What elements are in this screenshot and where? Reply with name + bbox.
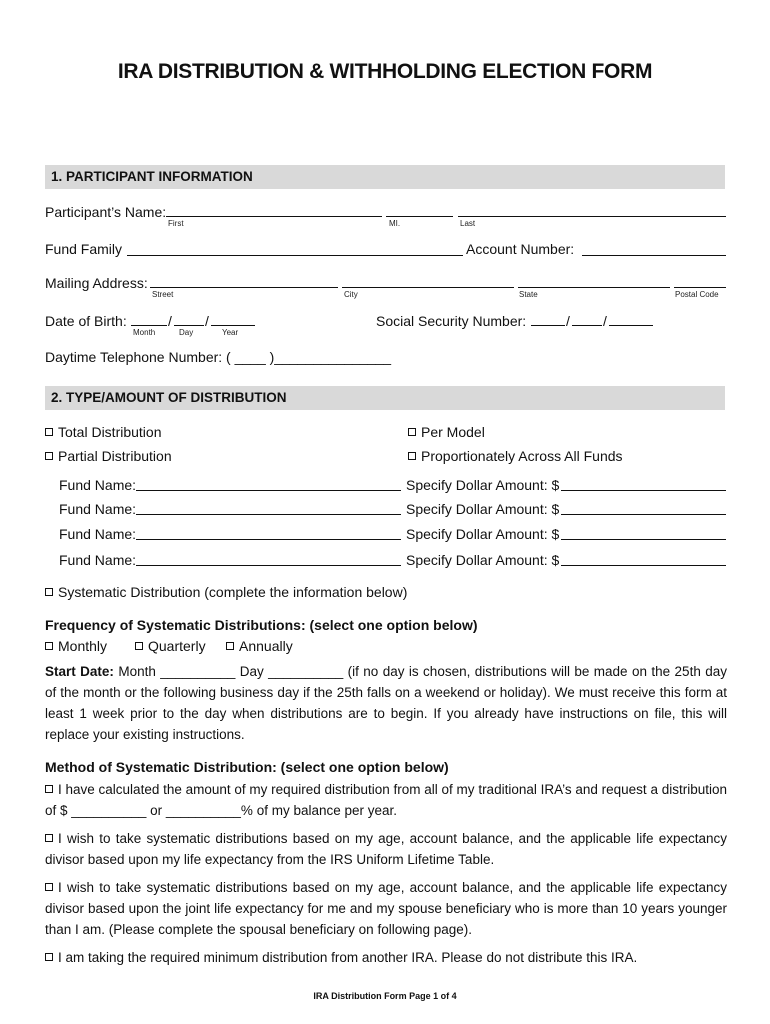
ssn-part3-field[interactable] bbox=[609, 325, 653, 326]
street-sublabel: Street bbox=[152, 290, 174, 299]
dob-year-sublabel: Year bbox=[222, 328, 239, 337]
start-date-paragraph bbox=[45, 661, 727, 745]
checkbox-icon[interactable] bbox=[408, 452, 416, 460]
phone-label[interactable]: Daytime Telephone Number: ( ____ )_______________ bbox=[45, 349, 392, 365]
fund-name-field-2[interactable] bbox=[136, 514, 401, 515]
dob-slash-2: / bbox=[205, 313, 209, 329]
dob-day-field[interactable] bbox=[174, 325, 204, 326]
ssn-label: Social Security Number: bbox=[376, 313, 527, 329]
dob-slash-1: / bbox=[168, 313, 172, 329]
checkbox-icon[interactable] bbox=[226, 642, 234, 650]
last-name-field[interactable] bbox=[458, 216, 726, 217]
checkbox-icon[interactable] bbox=[45, 883, 53, 891]
start-date-text: Month __________ Day __________ (if no day is chosen, distributions will be made on the 25th day of the month or the following business day if the 25th falls on a weekend or holiday). We must receive this form at least 1 week prior to the day when distributions are to begin. If you already have instructions on file, this will replace your existing instructions. bbox=[45, 664, 727, 742]
fund-name-label-2: Fund Name: bbox=[59, 501, 137, 517]
freq-quarterly-option[interactable]: Quarterly bbox=[135, 638, 206, 654]
method-option-2[interactable]: I wish to take systematic distributions based on my age, account balance, and the applicable life expectancy divisor based upon my life expectancy from the IRS Uniform Lifetime Table. bbox=[45, 831, 727, 867]
systematic-distribution-option[interactable]: Systematic Distribution (complete the information below) bbox=[45, 584, 407, 600]
checkbox-icon[interactable] bbox=[45, 452, 53, 460]
fund-family-field[interactable] bbox=[127, 255, 463, 256]
freq-annually-option[interactable]: Annually bbox=[226, 638, 293, 654]
freq-monthly-option[interactable]: Monthly bbox=[45, 638, 107, 654]
page-footer: IRA Distribution Form Page 1 of 4 bbox=[313, 991, 457, 1001]
middle-initial-field[interactable] bbox=[386, 216, 453, 217]
frequency-heading: Frequency of Systematic Distributions: (select one option below) bbox=[45, 617, 478, 633]
fund-name-field-3[interactable] bbox=[136, 539, 401, 540]
city-field[interactable] bbox=[342, 287, 514, 288]
section-1-header bbox=[45, 165, 725, 189]
last-sublabel: Last bbox=[460, 219, 476, 228]
checkbox-icon[interactable] bbox=[45, 953, 53, 961]
participant-name-label: Participant’s Name: bbox=[45, 204, 167, 220]
dob-label: Date of Birth: bbox=[45, 313, 127, 329]
state-sublabel: State bbox=[519, 290, 538, 299]
postal-code-sublabel: Postal Code bbox=[675, 290, 719, 299]
street-field[interactable] bbox=[150, 287, 338, 288]
amount-field-4[interactable] bbox=[561, 565, 726, 566]
proportionately-option[interactable]: Proportionately Across All Funds bbox=[408, 448, 623, 464]
account-number-field[interactable] bbox=[582, 255, 726, 256]
partial-distribution-option[interactable]: Partial Distribution bbox=[45, 448, 172, 464]
per-model-option[interactable]: Per Model bbox=[408, 424, 485, 440]
dob-year-field[interactable] bbox=[211, 325, 255, 326]
dob-day-sublabel: Day bbox=[179, 328, 194, 337]
amount-field-2[interactable] bbox=[561, 514, 726, 515]
fund-name-label-4: Fund Name: bbox=[59, 552, 137, 568]
ssn-slash-1: / bbox=[566, 313, 570, 329]
method-option-3[interactable]: I wish to take systematic distributions based on my age, account balance, and the applicable life expectancy divisor based upon the joint life expectancy for me and my spouse beneficiary who is more than 10 years younger than I am. (Please complete the spousal beneficiary on following page). bbox=[45, 880, 727, 937]
ssn-part1-field[interactable] bbox=[531, 325, 565, 326]
fund-name-label-1: Fund Name: bbox=[59, 477, 137, 493]
ssn-part2-field[interactable] bbox=[572, 325, 602, 326]
section-1-heading: 1. PARTICIPANT INFORMATION bbox=[51, 169, 253, 184]
checkbox-icon[interactable] bbox=[135, 642, 143, 650]
checkbox-icon[interactable] bbox=[45, 428, 53, 436]
total-distribution-option[interactable]: Total Distribution bbox=[45, 424, 162, 440]
dob-month-sublabel: Month bbox=[133, 328, 156, 337]
checkbox-icon[interactable] bbox=[408, 428, 416, 436]
specify-amount-label-2: Specify Dollar Amount: $ bbox=[406, 501, 560, 517]
mi-sublabel: MI. bbox=[389, 219, 401, 228]
method-option-4[interactable]: I am taking the required minimum distribution from another IRA. Please do not distribute this IRA. bbox=[45, 947, 727, 968]
postal-code-field[interactable] bbox=[674, 287, 726, 288]
specify-amount-label-4: Specify Dollar Amount: $ bbox=[406, 552, 560, 568]
method-heading: Method of Systematic Distribution: (select one option below) bbox=[45, 759, 449, 775]
fund-name-field-1[interactable] bbox=[136, 490, 401, 491]
account-number-label: Account Number: bbox=[466, 241, 575, 257]
city-sublabel: City bbox=[344, 290, 358, 299]
dob-month-field[interactable] bbox=[131, 325, 167, 326]
amount-field-3[interactable] bbox=[561, 539, 726, 540]
fund-name-field-4[interactable] bbox=[136, 565, 401, 566]
section-2-heading: 2. TYPE/AMOUNT OF DISTRIBUTION bbox=[51, 390, 287, 405]
mailing-address-label: Mailing Address: bbox=[45, 275, 148, 291]
checkbox-icon[interactable] bbox=[45, 785, 53, 793]
fund-family-label: Fund Family bbox=[45, 241, 123, 257]
form-title: IRA DISTRIBUTION & WITHHOLDING ELECTION FORM bbox=[117, 60, 653, 83]
specify-amount-label-3: Specify Dollar Amount: $ bbox=[406, 526, 560, 542]
amount-field-1[interactable] bbox=[561, 490, 726, 491]
fund-name-label-3: Fund Name: bbox=[59, 526, 137, 542]
ssn-slash-2: / bbox=[603, 313, 607, 329]
checkbox-icon[interactable] bbox=[45, 834, 53, 842]
first-name-field[interactable] bbox=[166, 216, 382, 217]
state-field[interactable] bbox=[518, 287, 670, 288]
section-2-header bbox=[45, 386, 725, 410]
start-date-label: Start Date: bbox=[45, 664, 114, 679]
specify-amount-label-1: Specify Dollar Amount: $ bbox=[406, 477, 560, 493]
checkbox-icon[interactable] bbox=[45, 588, 53, 596]
checkbox-icon[interactable] bbox=[45, 642, 53, 650]
first-sublabel: First bbox=[168, 219, 184, 228]
method-option-1[interactable]: I have calculated the amount of my required distribution from all of my traditional IRA’s and request a distribution of $ __________ or __________% of my balance per year. bbox=[45, 782, 727, 818]
